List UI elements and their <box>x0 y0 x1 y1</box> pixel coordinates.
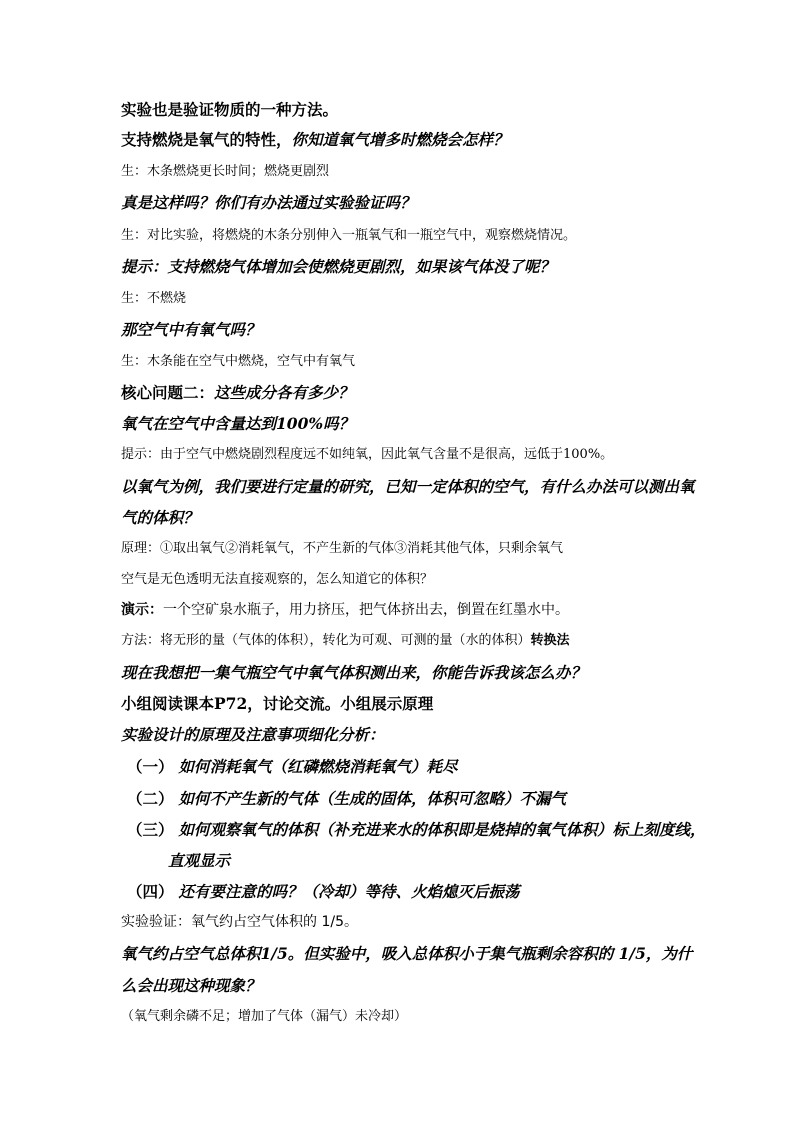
text-line <box>121 572 433 588</box>
text-line <box>121 478 695 497</box>
line-text: 实验设计的原理及注意事项细化分析： <box>121 725 385 744</box>
text-line <box>127 758 457 777</box>
line-text: （氧气剩余磷不足；增加了气体（漏气）未冷却） <box>121 1009 408 1024</box>
line-text: 么会出现这种现象？ <box>121 976 261 995</box>
line-text: 核心问题二： <box>121 383 215 402</box>
text-line <box>121 664 586 683</box>
text-line <box>121 415 354 434</box>
list-marker: （一） <box>127 757 174 776</box>
text-line <box>121 633 570 649</box>
text-line <box>121 101 338 120</box>
text-line <box>121 194 416 213</box>
line-text: 氧气约占空气总体积1/5。但实验中，吸入总体积小于集气瓶剩余容积的 1/5，为什 <box>121 944 693 963</box>
text-line <box>121 354 355 370</box>
line-text: 实验验证：氧气约占空气体积的 1/5。 <box>121 914 358 930</box>
line-text: 一个空矿泉水瓶子，用力挤压，把气体挤出去，倒置在红墨水中。 <box>163 602 569 618</box>
line-text: 如何观察氧气的体积（补充进来水的体积即是烧掉的氧气体积）标上刻度线， <box>178 820 706 839</box>
text-line <box>121 164 329 180</box>
text-line <box>127 883 519 902</box>
list-marker: （四） <box>127 882 174 901</box>
line-text: 如何消耗氧气（红磷燃烧消耗氧气）耗尽 <box>178 757 458 776</box>
text-line <box>127 790 566 809</box>
line-text: 以氧气为例，我们要进行定量的研究，已知一定体积的空气，有什么办法可以测出氧 <box>121 477 695 496</box>
line-text: 如何不产生新的气体（生成的固体，体积可忽略）不漏气 <box>178 789 566 808</box>
text-line <box>121 447 613 463</box>
text-line <box>121 695 433 714</box>
text-line <box>121 509 199 528</box>
text-line <box>168 852 230 871</box>
line-text: 生：不燃烧 <box>121 291 187 306</box>
line-text: 氧气在空气中含量达到100%吗？ <box>121 414 355 433</box>
text-line <box>121 321 261 340</box>
text-line <box>121 541 563 557</box>
text-line <box>121 228 576 244</box>
line-text: 生：对比实验，将燃烧的木条分别伸入一瓶氧气和一瓶空气中，观察燃烧情况。 <box>121 228 577 243</box>
line-text-emphasis: 这些成分各有多少？ <box>214 383 354 402</box>
text-line <box>121 914 358 931</box>
line-text: 生：木条燃烧更长时间；燃烧更剧烈 <box>121 164 330 179</box>
line-text: 真是这样吗？你们有办法通过实验验证吗？ <box>121 193 416 212</box>
line-text: 提示：支持燃烧气体增加会使燃烧更剧烈，如果该气体没了呢？ <box>121 257 556 276</box>
line-text: 生：木条能在空气中燃烧，空气中有氧气 <box>121 354 356 369</box>
line-text: 还有要注意的吗？（冷却）等待、火焰熄灭后振荡 <box>178 882 520 901</box>
line-text: 原理：①取出氧气②消耗氧气，不产生新的气体③消耗其他气体，只剩余氧气 <box>121 541 564 556</box>
line-text: 方法：将无形的量（气体的体积），转化为可观、可测的量（水的体积） <box>121 633 531 648</box>
line-text-emphasis: 转换法 <box>530 633 570 648</box>
text-line <box>121 131 509 150</box>
line-text-emphasis: 你知道氧气增多时燃烧会怎样？ <box>291 130 509 149</box>
line-text: 空气是无色透明无法直接观察的，怎么知道它的体积？ <box>121 572 434 587</box>
text-line <box>121 977 261 996</box>
line-text: 实验也是验证物质的一种方法。 <box>121 100 339 119</box>
text-line <box>121 258 555 277</box>
line-text: 演示： <box>121 602 163 618</box>
line-text: 现在我想把一集气瓶空气中氧气体积测出来，你能告诉我该怎么办？ <box>121 663 587 682</box>
line-text: 气的体积？ <box>121 508 199 527</box>
text-line <box>121 726 385 745</box>
text-line <box>121 1009 407 1025</box>
line-text: 直观显示 <box>168 851 231 870</box>
line-text: 提示：由于空气中燃烧剧烈程度远不如纯氧，因此氧气含量不是很高，远低于100%。 <box>121 447 614 462</box>
text-line <box>121 602 569 619</box>
line-text: 支持燃烧是氧气的特性， <box>121 130 292 149</box>
text-line <box>127 821 705 840</box>
text-line <box>121 384 354 403</box>
line-text: 那空气中有氧气吗？ <box>121 320 261 339</box>
line-text: 小组阅读课本P72，讨论交流。小组展示原理 <box>121 694 434 713</box>
list-marker: （二） <box>127 789 174 808</box>
text-line <box>121 291 186 307</box>
list-marker: （三） <box>127 820 174 839</box>
text-line <box>121 945 692 964</box>
